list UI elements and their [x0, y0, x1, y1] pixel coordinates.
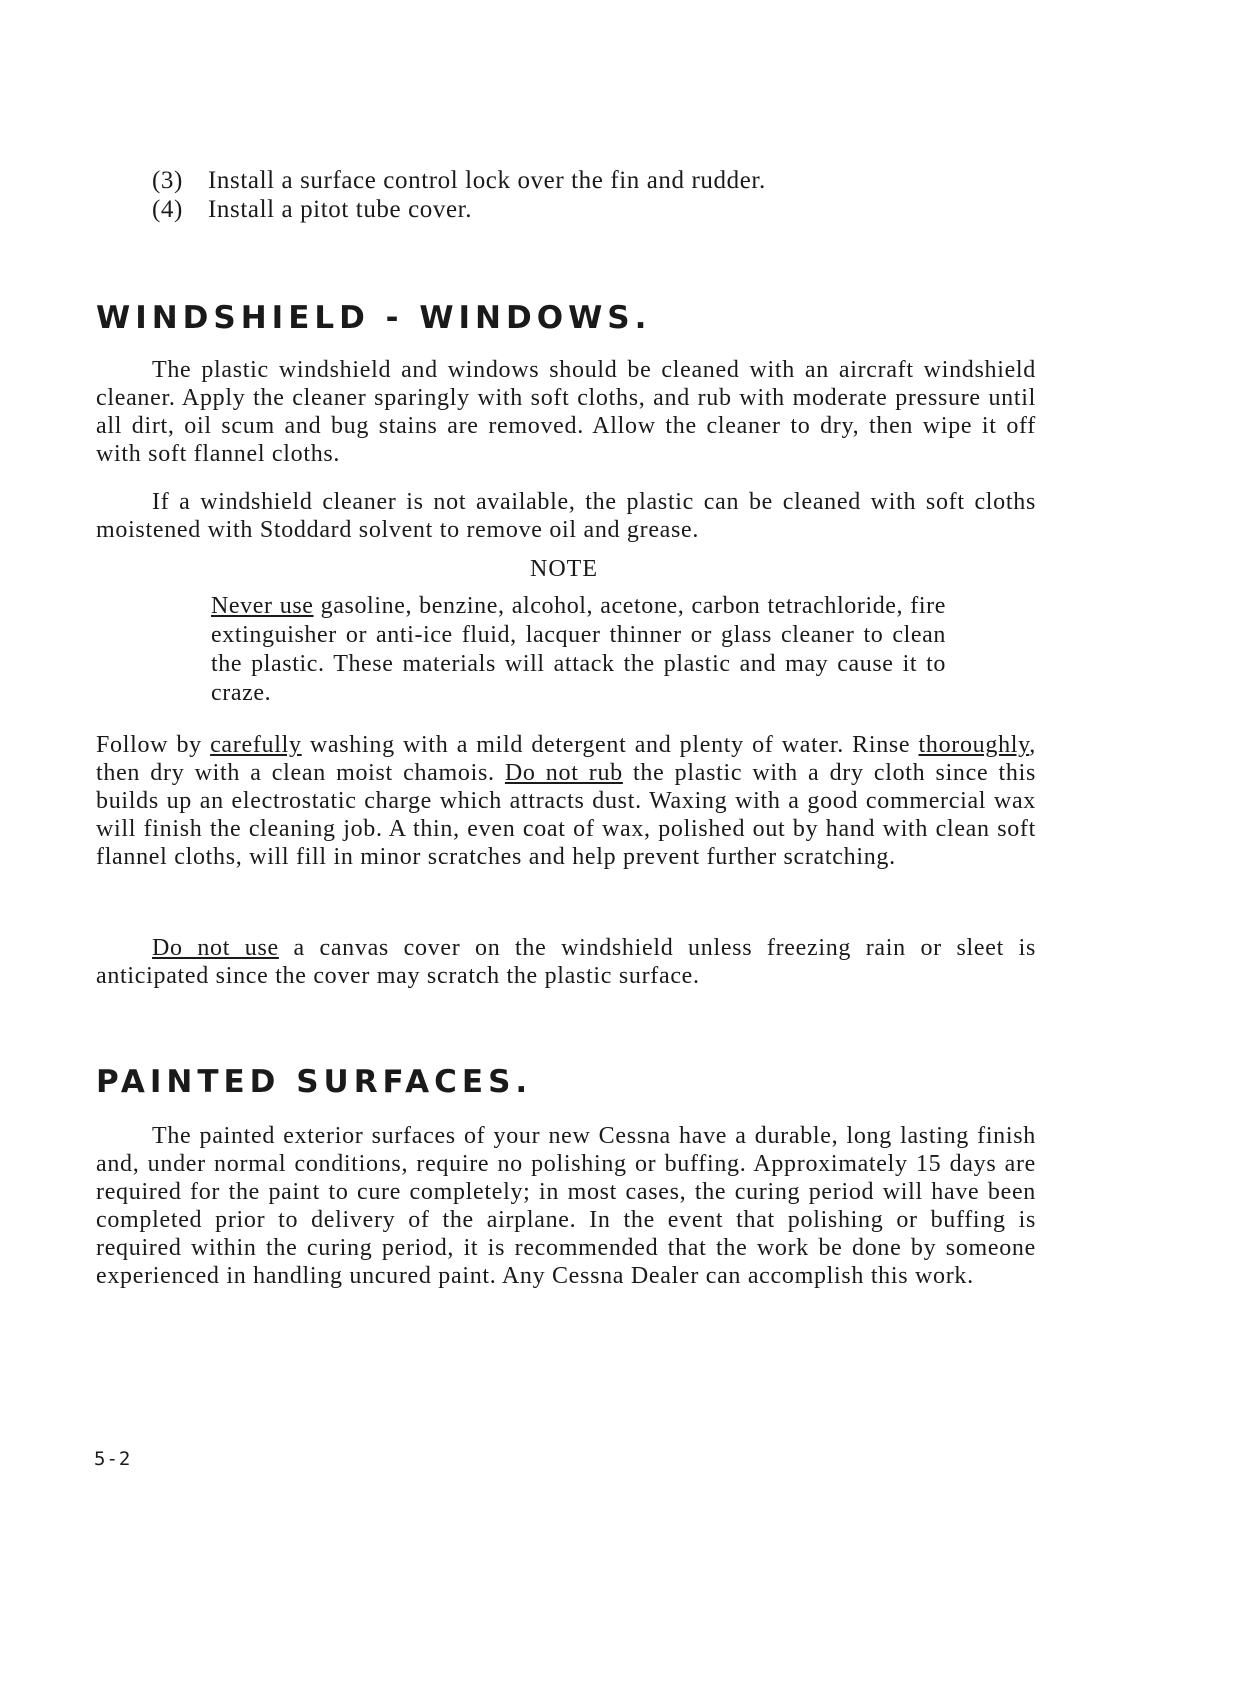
windshield-paragraph-4	[96, 934, 1036, 990]
note-title: NOTE	[530, 556, 598, 582]
page-number: 5-2	[94, 1448, 132, 1470]
windshield-paragraph-1-text: The plastic windshield and windows should be cleaned with an aircraft windshield cleaner. Apply the cleaner sparingly with soft cloths, and rub with moderate pressure until all dirt, oil scum and bug stains are removed. Allow the cleaner to dry, then wipe it off with soft flannel cloths.	[96, 357, 1036, 467]
p3-text-a: Follow by	[96, 732, 211, 758]
p3-text-c: , then dry with a clean moist chamois.	[96, 732, 1036, 786]
step-item	[152, 196, 472, 224]
windshield-paragraph-3	[96, 731, 1036, 871]
step-text: Install a surface control lock over the fin and rudder.	[208, 167, 766, 194]
painted-paragraph-text: The painted exterior surfaces of your new Cessna have a durable, long lasting finish and, under normal conditions, require no polishing or buffing. Approximately 15 days are required for the paint to cure completely; in most cases, the curing period will have been completed prior to delivery of the airplane. In the event that polishing or buffing is required within the curing period, it is recommended that the work be done by someone experienced in handling uncured paint. Any Cessna Dealer can accomplish this work.	[96, 1123, 1036, 1289]
p4-emphasis-do-not-use: Do not use	[152, 935, 279, 961]
windshield-paragraph-2	[96, 488, 1036, 544]
note-body	[211, 592, 946, 708]
p3-text-b: washing with a mild detergent and plenty of water. Rinse	[301, 732, 919, 758]
step-text: Install a pitot tube cover.	[208, 196, 473, 223]
p3-emphasis-carefully: carefully	[210, 732, 302, 758]
note-text: gasoline, benzine, alcohol, acetone, carbon tetrachloride, fire extinguisher or anti-ice fluid, lacquer thinner or glass cleaner to clean the plastic. These materials will attack the plastic and may cause it to craze.	[211, 593, 946, 706]
windshield-paragraph-2-text: If a windshield cleaner is not available, the plastic can be cleaned with soft cloths moistened with Stoddard solvent to remove oil and grease.	[96, 489, 1036, 543]
p3-emphasis-do-not-rub: Do not rub	[504, 760, 623, 786]
step-number: (3)	[152, 167, 183, 194]
step-number: (4)	[152, 196, 183, 223]
painted-paragraph	[96, 1122, 1036, 1290]
windshield-paragraph-1	[96, 356, 1036, 468]
step-item	[152, 167, 766, 195]
p4-text: a canvas cover on the windshield unless freezing rain or sleet is anticipated since the cover may scratch the plastic surface.	[96, 935, 1036, 989]
p3-emphasis-thoroughly: thoroughly	[918, 732, 1030, 758]
p3-text-d: the plastic with a dry cloth since this builds up an electrostatic charge which attracts dust. Waxing with a good commercial wax will finish the cleaning job. A thin, even coat of wax, polished out by hand with clean soft flannel cloths, will fill in minor scratches and help prevent further scratching.	[96, 760, 1036, 870]
windshield-heading: WINDSHIELD - WINDOWS.	[96, 300, 652, 336]
painted-heading: PAINTED SURFACES.	[96, 1064, 533, 1100]
note-emphasis: Never use	[211, 593, 314, 619]
